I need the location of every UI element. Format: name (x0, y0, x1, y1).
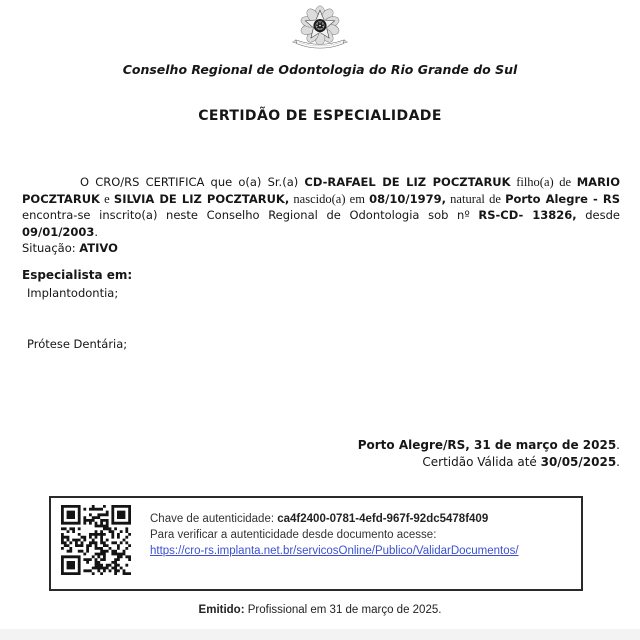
text-segment: Porto Alegre/RS, 31 de março de 2025 (357, 438, 617, 452)
auth-key-line (150, 511, 570, 527)
validity-line (0, 455, 620, 469)
text-segment: SILVIA DE LIZ POCZTARUK, (113, 191, 290, 206)
text-segment: 09/01/2003 (22, 224, 95, 239)
auth-key-value: ca4f2400-0781-4efd-967f-92dc5478f409 (277, 513, 489, 525)
text-segment: e (99, 191, 114, 206)
authenticity-text (150, 511, 570, 559)
text-segment: ATIVO (79, 241, 118, 255)
brazil-coat-of-arms-icon (287, 2, 353, 58)
text-segment: Porto Alegre - RS (505, 191, 620, 206)
text-segment: O CRO/RS CERTIFICA que o(a) Sr.(a) (80, 175, 305, 189)
certification-paragraph (22, 174, 620, 257)
verify-instruction: Para verificar a autenticidade desde documento acesse: (150, 529, 437, 541)
text-segment: nascido(a) em (289, 191, 370, 206)
place-date-line (0, 438, 620, 452)
text-segment: Situação: (22, 241, 80, 255)
text-segment: RS-CD- 13826, (478, 208, 577, 222)
auth-key-label: Chave de autenticidade: (150, 513, 278, 525)
qr-code-icon (61, 505, 131, 575)
link-line (150, 543, 570, 559)
specialty-item: Prótese Dentária; (27, 337, 128, 351)
text-segment: 08/10/1979, (369, 191, 446, 206)
text-segment: desde (576, 208, 620, 222)
org-name: Conselho Regional de Odontologia do Rio Grande do Sul (122, 62, 518, 77)
authenticity-box (49, 496, 583, 591)
specialty-item: Implantodontia; (27, 286, 119, 300)
text-segment: encontra-se inscrito(a) neste Conselho Regional de Odontologia sob nº (22, 208, 479, 222)
text-segment: 30/05/2025 (540, 455, 617, 469)
text-segment: . (616, 455, 620, 469)
emitted-text: Profissional em 31 de março de 2025. (244, 604, 442, 616)
emblem-container (0, 2, 640, 62)
text-segment: . (94, 224, 99, 239)
bottom-edge-strip (0, 629, 640, 640)
text-segment: MARIO POCZTARUK (22, 175, 620, 206)
page-title: CERTIDÃO DE ESPECIALIDADE (198, 108, 442, 124)
validation-link[interactable]: https://cro-rs.implanta.net.br/servicosOnline/Publico/ValidarDocumentos/ (150, 545, 519, 557)
text-segment: Certidão Válida até (422, 455, 541, 469)
emitted-line (0, 604, 640, 616)
specialties-label: Especialista em: (22, 268, 133, 282)
text-segment: filho(a) de (510, 175, 577, 189)
emitted-label: Emitido: (198, 604, 245, 616)
text-segment: . (616, 438, 620, 452)
text-segment: CD-RAFAEL DE LIZ POCZTARUK (304, 175, 511, 189)
text-segment: natural de (445, 191, 506, 206)
